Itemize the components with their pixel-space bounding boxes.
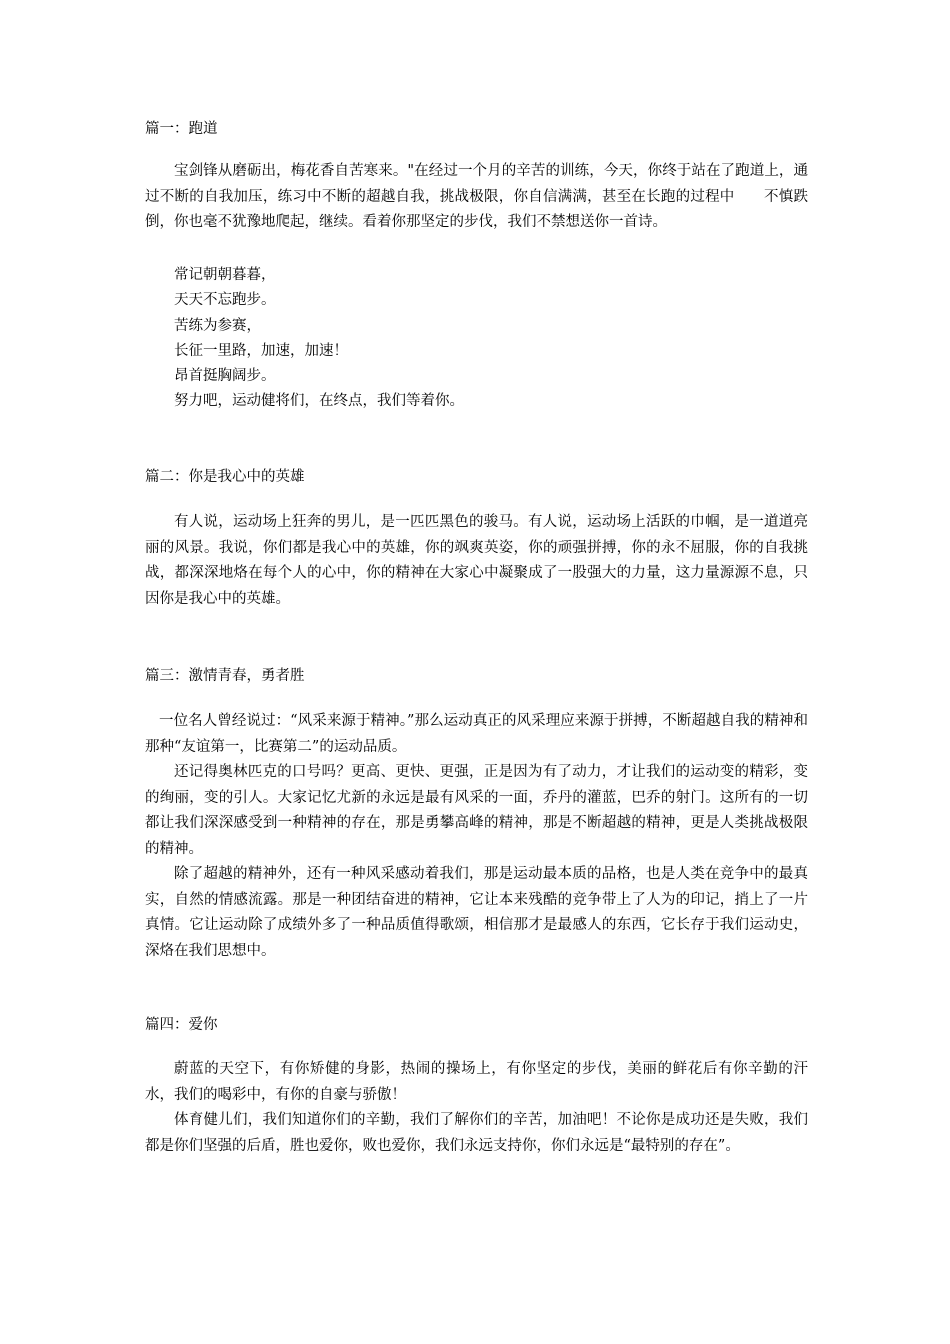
section-3-paragraph-1: 一位名人曾经说过：“风采来源于精神。”那么运动真正的风采理应来源于拼搏，不断超越自我的精神和那种“友谊第一，比赛第二”的运动品质。 [145,713,808,755]
section-4-paragraph-1: 蔚蓝的天空下，有你矫健的身影，热闹的操场上，有你坚定的步伐，美丽的鲜花后有你辛勤的汗水，我们的喝彩中，有你的自豪与骄傲！ [145,1061,808,1103]
section-3-paragraph-2: 还记得奥林匹克的口号吗？更高、更快、更强，正是因为有了动力，才让我们的运动变的精彩，变的绚丽，变的引人。大家记忆尤新的永远是最有风采的一面，乔丹的灌蓝，巴乔的射门。这所有的一切都让我们深深感受到一种精神的存在，那是勇攀高峰的精神，那是不断超越的精神，更是人类挑战极限的精神。 [145,764,808,857]
section-4-title: 篇四：爱你 [145,1017,218,1033]
section-3-paragraph-3: 除了超越的精神外，还有一种风采感动着我们，那是运动最本质的品格，也是人类在竞争中的最真实，自然的情感流露。那是一种团结奋进的精神，它让本来残酷的竞争带上了人为的印记，捎上了一片真情。它让运动除了成绩外多了一种品质值得歌颂，相信那才是最感人的东西，它长存于我们运动史，深烙在我们思想中。 [145,866,808,959]
poem-line-3: 苦练为参赛， [174,318,261,334]
section-3-title: 篇三：激情青春，勇者胜 [145,668,305,684]
poem-line-6: 努力吧，运动健将们，在终点，我们等着你。 [174,393,464,409]
section-2-paragraph-1: 有人说，运动场上狂奔的男儿，是一匹匹黑色的骏马。有人说，运动场上活跃的巾帼，是一道道亮丽的风景。我说，你们都是我心中的英雄，你的飒爽英姿，你的顽强拼搏，你的永不屈服，你的自我挑战，都深深地烙在每个人的心中，你的精神在大家心中凝聚成了一股强大的力量，这力量源源不息，只因你是我心中的英雄。 [145,514,808,607]
section-4-paragraph-2: 体育健儿们，我们知道你们的辛勤，我们了解你们的辛苦，加油吧！不论你是成功还是失败，我们都是你们坚强的后盾，胜也爱你，败也爱你，我们永远支持你，你们永远是“最特别的存在”。 [145,1112,808,1154]
poem-line-1: 常记朝朝暮暮， [174,267,276,283]
poem-line-5: 昂首挺胸阔步。 [174,368,276,384]
poem-line-2: 天天不忘跑步。 [174,292,276,308]
section-1-paragraph-1: 宝剑锋从磨砺出，梅花香自苦寒来。"在经过一个月的辛苦的训练，今天，你终于站在了跑道上，通过不断的自我加压，练习中不断的超越自我，挑战极限，你自信满满，甚至在长跑的过程中 不慎跌倒，你也毫不犹豫地爬起，继续。看着你那坚定的步伐，我们不禁想送你一首诗。 [145,163,808,230]
poem-line-4: 长征一里路，加速，加速！ [174,343,348,359]
section-2-title: 篇二：你是我心中的英雄 [145,469,305,485]
section-1-title: 篇一：跑道 [145,121,218,137]
